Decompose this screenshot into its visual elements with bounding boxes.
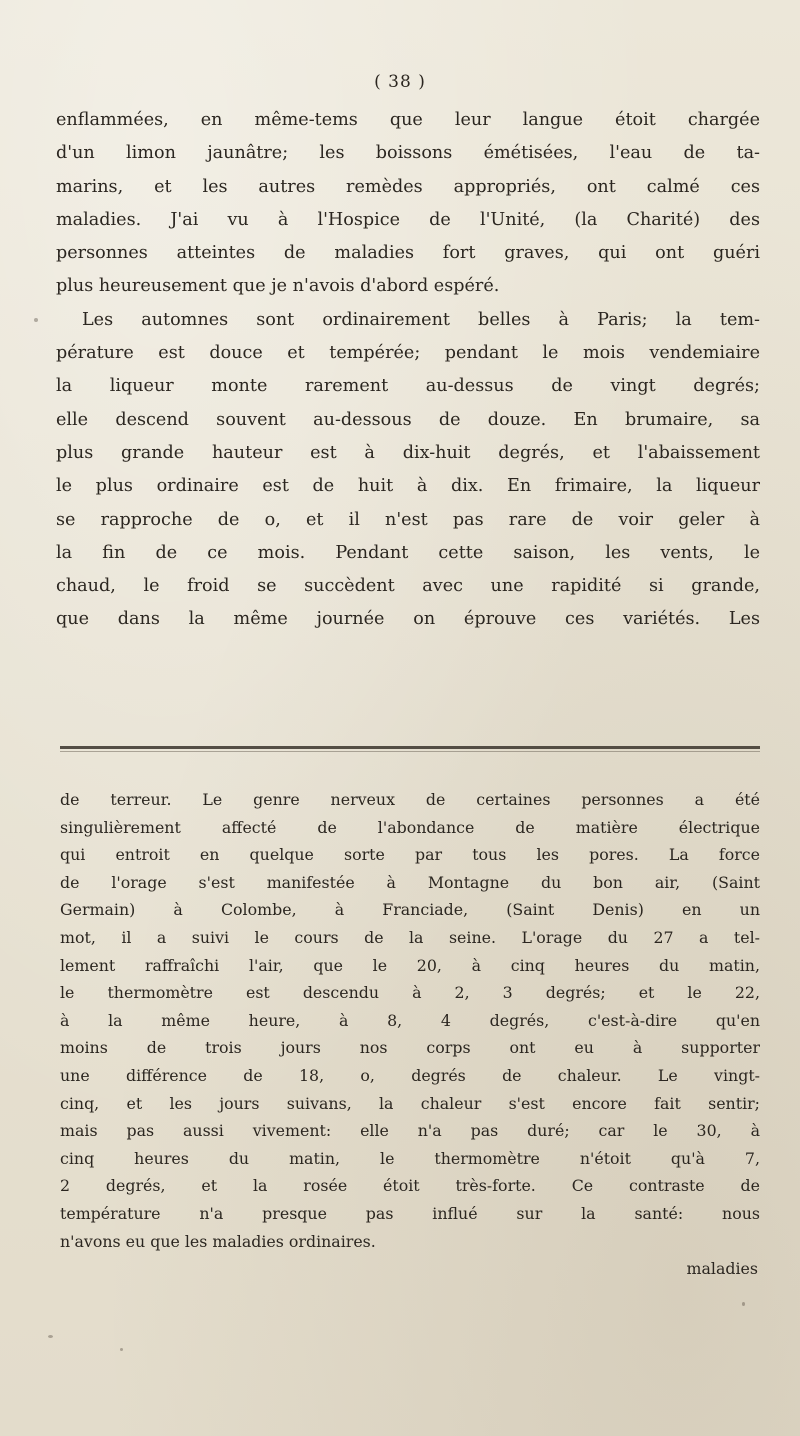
- text-line: qui entroit en quelque sorte par tous les pores. La force: [60, 845, 760, 865]
- text-line: de l'orage s'est manifestée à Montagne du bon air, (Saint: [60, 872, 760, 892]
- text-line: plus heureusement que je n'avois d'abord espéré.: [56, 276, 500, 297]
- text-line: de terreur. Le genre nerveux de certaines personnes a été: [60, 790, 760, 809]
- text-line: mot, il a suivi le cours de la seine. L'orage du 27 a tel-: [60, 927, 760, 947]
- text-line: le thermomètre est descendu à 2, 3 degrés; et le 22,: [60, 983, 760, 1003]
- text-line: enflammées, en même-tems que leur langue étoit chargée: [56, 110, 760, 130]
- text-line: personnes atteintes de maladies fort graves, qui ont guéri: [56, 243, 760, 264]
- text-line: température n'a presque pas influé sur la santé: nous: [60, 1203, 760, 1223]
- text-line: maladies. J'ai vu à l'Hospice de l'Unité, (la Charité) des: [56, 209, 760, 230]
- separator-rule-thin: [60, 751, 760, 752]
- text-line: moins de trois jours nos corps ont eu à supporter: [60, 1038, 760, 1058]
- text-line: Germain) à Colombe, à Franciade, (Saint Denis) en un: [60, 900, 760, 920]
- text-line: que dans la même journée on éprouve ces variétés. Les: [56, 609, 760, 630]
- text-line: cinq heures du matin, le thermomètre n'étoit qu'à 7,: [60, 1148, 760, 1168]
- paper-speck: [120, 1348, 123, 1351]
- page-number: ( 38 ): [374, 72, 426, 92]
- text-line: singulièrement affecté de l'abondance de matière électrique: [60, 817, 760, 837]
- text-line: Les automnes sont ordinairement belles à Paris; la tem-: [82, 309, 760, 330]
- text-line: se rapproche de o, et il n'est pas rare de voir geler à: [56, 509, 760, 530]
- text-line: 2 degrés, et la rosée étoit très-forte. Ce contraste de: [60, 1176, 760, 1196]
- text-line: la fin de ce mois. Pendant cette saison, les vents, le: [56, 542, 760, 563]
- paper-speck: [34, 318, 38, 322]
- text-line: une différence de 18, o, degrés de chaleur. Le vingt-: [60, 1065, 760, 1085]
- text-line: d'un limon jaunâtre; les boissons émétisées, l'eau de ta-: [56, 143, 760, 164]
- text-line: le plus ordinaire est de huit à dix. En frimaire, la liqueur: [56, 476, 760, 497]
- text-line: mais pas aussi vivement: elle n'a pas duré; car le 30, à: [60, 1121, 760, 1141]
- bottom-text-block: [60, 786, 760, 1283]
- paper-speck: [48, 1335, 53, 1338]
- paper-speck: [742, 1302, 745, 1306]
- text-line: lement raffraîchi l'air, que le 20, à cinq heures du matin,: [60, 955, 760, 975]
- text-line: elle descend souvent au-dessous de douze. En brumaire, sa: [56, 409, 760, 430]
- text-line: pérature est douce et tempérée; pendant le mois vendemiaire: [56, 343, 760, 364]
- text-line: la liqueur monte rarement au-dessus de vingt degrés;: [56, 376, 760, 397]
- text-line: plus grande hauteur est à dix-huit degrés, et l'abaissement: [56, 442, 760, 463]
- top-text-block: [56, 104, 760, 637]
- text-line: chaud, le froid se succèdent avec une rapidité si grande,: [56, 576, 760, 597]
- text-line: à la même heure, à 8, 4 degrés, c'est-à-dire qu'en: [60, 1010, 760, 1030]
- text-line: cinq, et les jours suivans, la chaleur s'est encore fait sentir;: [60, 1093, 760, 1113]
- text-line: marins, et les autres remèdes appropriés, ont calmé ces: [56, 176, 760, 197]
- text-line: n'avons eu que les maladies ordinaires.: [60, 1231, 376, 1251]
- separator-rule: [60, 746, 760, 749]
- catchword: maladies: [686, 1259, 758, 1279]
